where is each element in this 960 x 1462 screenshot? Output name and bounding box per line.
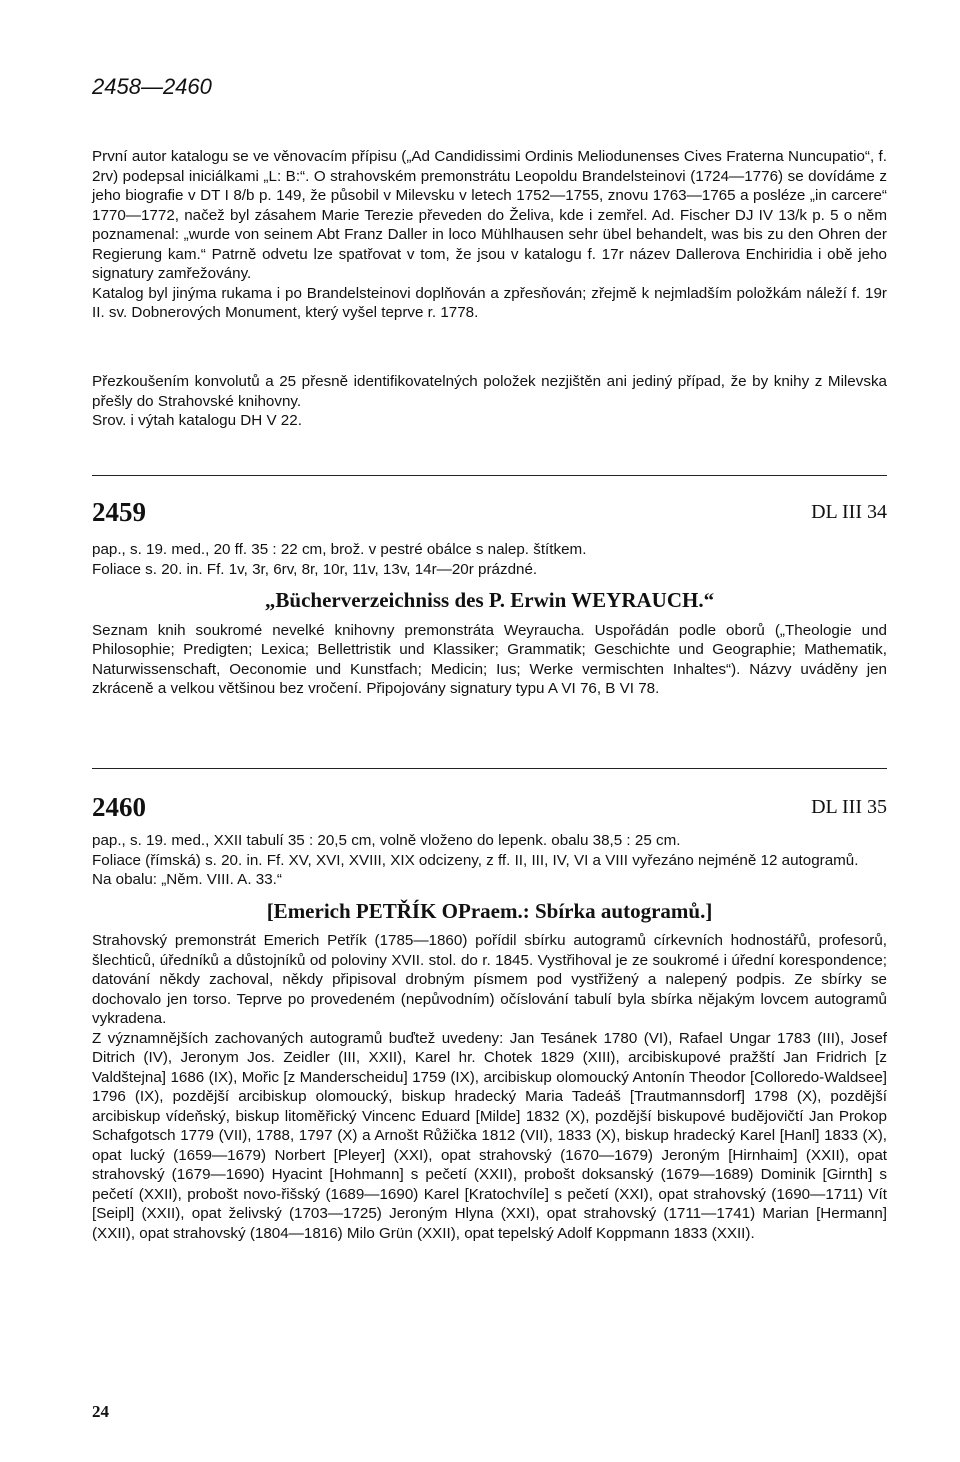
verification-paragraph: Přezkoušením konvolutů a 25 přesně identifikovatelných položek nezjištěn ani jediný případ, že by knihy z Milevska přešly do Strahovské knihovny.	[92, 373, 887, 410]
physical-description: Na obalu: „Něm. VIII. A. 33.“	[92, 871, 282, 888]
entry-header-2460	[92, 792, 887, 823]
physical-description: pap., s. 19. med., XXII tabulí 35 : 20,5 cm, volně vloženo do lepenk. obalu 38,5 : 25 cm.	[92, 832, 681, 849]
entry-number: 2459	[92, 497, 146, 527]
intro-paragraph: Katalog byl jinýma rukama i po Brandelsteinovi doplňován a zpřesňován; zřejmě k nejmladším položkám náleží f. 19r II. sv. Dobnerových Monument, který vyšel teprve r. 1778.	[92, 284, 887, 321]
entry-title: [Emerich PETŘÍK OPraem.: Sbírka autogramů.]	[266, 898, 713, 923]
entry-divider	[92, 475, 887, 476]
entry-description	[92, 621, 887, 699]
entry-body-2460	[92, 831, 887, 1243]
entry-signature: DL III 35	[811, 796, 887, 818]
physical-description: pap., s. 19. med., 20 ff. 35 : 22 cm, brož. v pestré obálce s nalep. štítkem.	[92, 541, 587, 558]
running-head: 2458—2460	[92, 74, 212, 99]
entry-header-2459	[92, 497, 887, 528]
entry-divider	[92, 768, 887, 769]
description-paragraph: Z významnějších zachovaných autogramů buďtež uvedeny: Jan Tesánek 1780 (VI), Rafael Ungar 1783 (III), Josef Ditrich (IV), Jeronym Jos. Zeidler (III, XXII), Karel hr. Chotek 1829 (XIII), arcibiskupové pražští Jan Fridrich [z Valdštejna] 1686 (IX), Mořic [z Manderscheidu] 1759 (IX), arcibiskup olomoucký Antonín Theodor [Colloredo-Waldsee] 1796 (IX), pozdější arcibiskup olomoucký, biskup hradecký Maria Tadeáš [Trautmannsdorf] 1798 (X), pozdější arcibiskup vídeňský, biskup litoměřický Vincenc Eduard [Milde] 1832 (X), pozdější biskupové budějovičtí Jan Prokop Schafgotsch 1779 (VII), 1788, 1797 (X) a Arnošt Růžička 1812 (VII), 1833 (X), biskup hradecký Karel [Hanl] 1833 (X), opat lucký (1659—1679) Norbert [Pleyer] (XXI), opat strahovský (1670—1679) Jeroným [Hirnhaim] (XXII), opat strahovský (1679—1690) Hyacint [Hohmann] s pečetí (XXII), probošt doksanský (1679—1689) Dominik [Girnth] s pečetí (XXII), probošt novo-řišský (1689—1690) Karel [Kratochvíle] s pečetí (XXI), opat strahovský (1690—1711) Vít [Seipl] (XXII), opat želivský (1703—1725) Jeroným Hlyna (XXI), opat strahovský (1711—1741) Marian [Hermann] (XXII), opat strahovský (1804—1816) Milo Grün (XXII), opat tepelský Adolf Koppmann 1833 (XXII).	[92, 1029, 887, 1242]
physical-description: Foliace (římská) s. 20. in. Ff. XV, XVI, XVIII, XIX odcizeny, z ff. II, III, IV, VI a VIII vyřezáno nejméně 12 autogramů.	[92, 851, 859, 869]
description-paragraph: Strahovský premonstrát Emerich Petřík (1785—1860) pořídil sbírku autogramů církevních hodnostářů, profesorů, šlechticů, úředníků a důstojníků od poloviny XVII. stol. do r. 1845. Vystřihoval je ze soukromé i úřední korespondence; datování někdy zachoval, někdy připisoval drobným písmem pod vystřižený a nalepený podpis. Ze sbírky se dochovalo jen torso. Teprve po provedeném (nepůvodním) očíslování tabulí byla sbírka nějakým lovcem autogramů vykradena.	[92, 932, 887, 1027]
entry-signature: DL III 34	[811, 501, 887, 523]
entry-title: „Bücherverzeichniss des P. Erwin WEYRAUCH.“	[264, 588, 715, 612]
entry-number: 2460	[92, 792, 146, 822]
entry-body-2459	[92, 540, 887, 699]
page-number: 24	[92, 1402, 109, 1421]
entry-description	[92, 931, 887, 1243]
intro-paragraph: První autor katalogu se ve věnovacím přípisu („Ad Candidissimi Ordinis Meliodunenses Cives Fraterna Nuncupatio“, f. 2rv) podepsal iniciálkami „L: B:“. O strahovském premonstrátu Leopoldu Brandelsteinovi (1724—1776) se dovídáme z jeho biografie v DT I 8/b p. 149, že působil v Milevsku v letech 1752—1755, znovu 1763—1765 a posléze „in carcere“ 1770—1772, načež byl zásahem Marie Terezie převeden do Želiva, kde i zemřel. Ad. Fischer DJ IV 13/k p. 5 o něm poznamenal: „wurde von seinem Abt Franz Daller in loco Mühlhausen sehr übel behandelt, was bis zu den Ohren der Regierung kam.“ Patrně odvetu lze spatřovat v tom, že jsou v katalogu f. 17r název Dallerova Enchiridia i obě jeho signatury zamřežovány.	[92, 148, 887, 282]
intro-section	[92, 147, 887, 323]
description-paragraph: Seznam knih soukromé nevelké knihovny premonstráta Weyraucha. Uspořádán podle oborů („Theologie und Philosophie; Predigten; Lexica; Bellettristik und Klassiker; Grammatik; Geschichte und Geographie; Mathematik, Naturwissenschaft, Oeconomie und Kunstfach; Medicin; Ius; Werke vermischten Inhaltes“). Názvy uváděny jen zkráceně a velkou většinou bez vročení. Připojovány signatury typu A VI 76, B VI 78.	[92, 621, 887, 697]
physical-description: Foliace s. 20. in. Ff. 1v, 3r, 6rv, 8r, 10r, 11v, 13v, 14r—20r prázdné.	[92, 560, 538, 578]
verification-paragraph: Srov. i výtah katalogu DH V 22.	[92, 412, 302, 429]
verification-section	[92, 372, 887, 431]
document-page	[92, 0, 887, 1462]
